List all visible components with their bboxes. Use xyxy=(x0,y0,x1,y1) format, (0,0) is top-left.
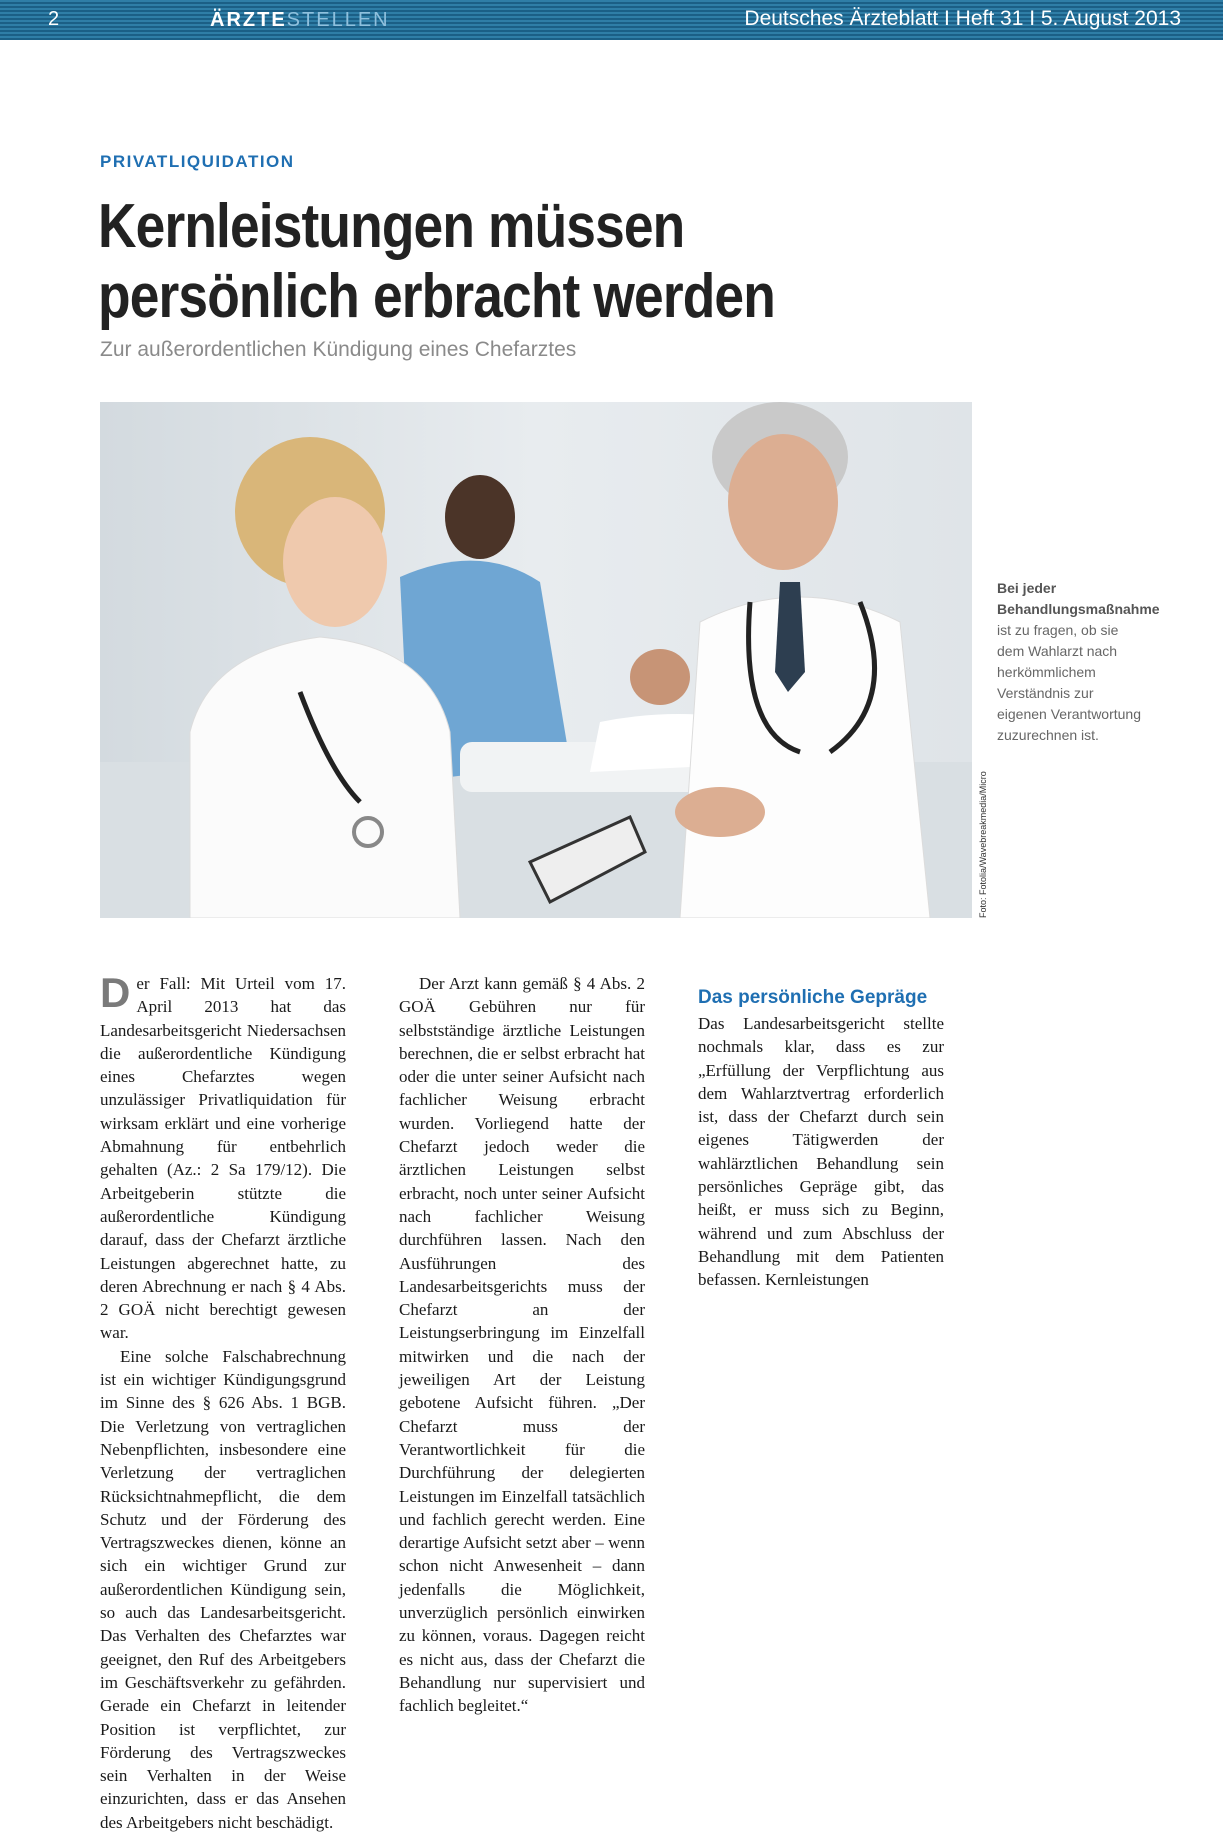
article-column-3 xyxy=(698,972,944,1292)
article-kicker: PRIVATLIQUIDATION xyxy=(100,152,295,171)
page-header xyxy=(0,0,1223,40)
caption-text: ist zu fragen, ob sie dem Wahlarzt nach herkömmlichem Verständnis zur eigenen Verantwortung zuzurechnen ist. xyxy=(997,622,1141,743)
article-column-2 xyxy=(399,972,645,1718)
article-column-1 xyxy=(100,969,346,1834)
article-subtitle: Zur außerordentlichen Kündigung eines Chefarztes xyxy=(100,338,577,361)
issue-info: Deutsches Ärzteblatt I Heft 31 I 5. August 2013 xyxy=(744,7,1181,30)
paragraph-1: er Fall: Mit Urteil vom 17. April 2013 hat das Landesarbeitsgericht Niedersachsen die außerordentliche Kündigung eines Chefarztes wegen unzulässiger Privatliquidation für wirksam erklärt und eine vorherige Abmahnung für entbehrlich gehalten (Az.: 2 Sa 179/12). Die Arbeitgeberin stützte die außerordentliche Kündigung darauf, dass der Chefarzt ärztliche Leistungen abgerechnet hatte, zu deren Abrechnung er nach § 4 Abs. 2 GOÄ nicht berechtigt gewesen war. xyxy=(100,974,346,1343)
section-title-bold: ÄRZTE xyxy=(210,9,287,31)
paragraph-2: Eine solche Falschabrechnung ist ein wichtiger Kündigungsgrund im Sinne des § 626 Abs. 1 BGB. Die Verletzung von vertraglichen Nebenpflichten, insbesondere eine Verletzung der vertraglichen Rücksichtnahmepflicht, die dem Schutz und der Förderung des Vertragszweckes dienen, könne an sich ein wichtiger Grund zur außerordentlichen Kündigung sein, so auch das Landesarbeitsgericht. Das Verhalten des Chefarztes war geeignet, den Ruf des Arbeitgebers im Geschäftsverkehr zu gefährden. Gerade ein Chefarzt in leitender Position ist verpflichtet, zur Förderung des Vertragszweckes sein Verhalten in der Weise einzurichten, dass er das Ansehen des Arbeitgebers nicht beschädigt. xyxy=(100,1346,346,1832)
article-photo xyxy=(100,402,972,918)
paragraph-3: Der Arzt kann gemäß § 4 Abs. 2 GOÄ Gebühren nur für selbstständige ärztliche Leistungen berechnen, die er selbst erbracht hat oder die unter seiner Aufsicht nach fachlicher Weisung erbracht wurden. Vorliegend hatte der Chefarzt jedoch weder die ärztlichen Leistungen selbst erbracht, noch unter seiner Aufsicht nach fachlicher Weisung durchführen lassen. Nach den Ausführungen des Landesarbeitsgerichts muss der Chefarzt an der Leistungserbringung im Einzelfall mitwirken und die nach der jeweiligen Art der Leistung gebotene Aufsicht führen. „Der Chefarzt muss der Verantwortlichkeit für die Durchführung der delegierten Leistungen im Einzelfall tatsächlich und fachlich gerecht werden. Eine derartige Aufsicht setzt aber – wenn schon nicht Anwesenheit – dann jedenfalls die Möglichkeit, unverzüglich persönlich einwirken zu können, voraus. Dagegen reicht es nicht aus, dass der Chefarzt die Behandlung nur supervisiert und fachlich begleitet.“ xyxy=(399,974,645,1716)
doctors-photo-illustration xyxy=(100,402,972,918)
photo-credit: Foto: Fotolia/Wavebreakmedia/Micro xyxy=(978,771,988,918)
section-title xyxy=(210,9,390,32)
section-title-light: STELLEN xyxy=(286,9,390,31)
drop-cap: D xyxy=(100,969,131,1016)
paragraph-4: Das Landesarbeitsgericht stellte nochmals klar, dass es zur „Erfüllung der Verpflichtung aus dem Wahlarztvertrag erforderlich ist, dass der Chefarzt durch sein eigenes Tätigwerden der wahlärztlichen Behandlung sein persönliches Gepräge gibt, das heißt, er muss sich zu Beginn, während und zum Abschluss der Behandlung mit dem Patienten befassen. Kernleistungen xyxy=(698,1014,944,1290)
photo-caption xyxy=(997,578,1160,746)
caption-lead: Bei jeder Behandlungsmaßnahme xyxy=(997,580,1160,617)
subheading: Das persönliche Gepräge xyxy=(698,987,928,1008)
page-number: 2 xyxy=(48,8,60,30)
article-title: Kernleistungen müssen persönlich erbracht werden xyxy=(98,192,775,331)
